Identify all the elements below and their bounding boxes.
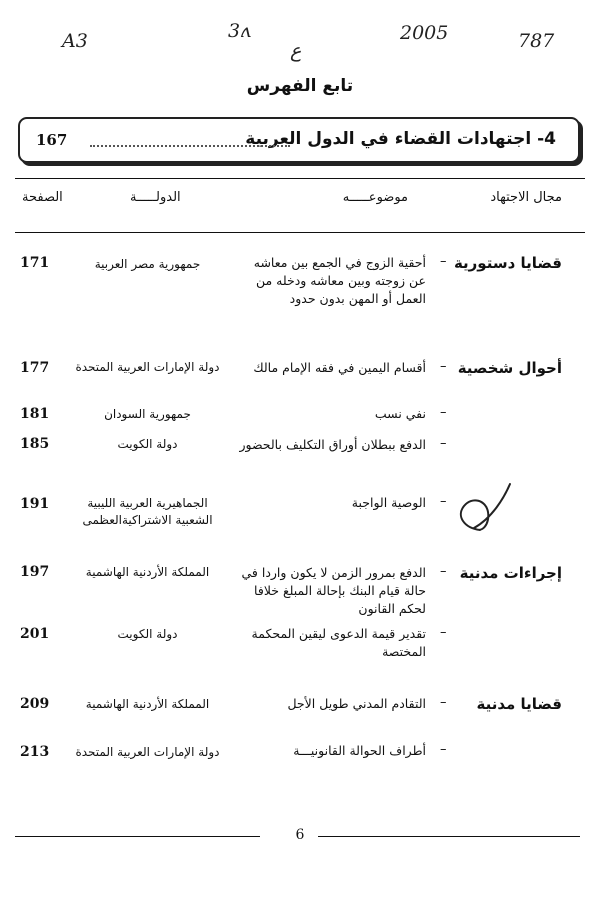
handwritten-note-a3: A3: [62, 30, 88, 52]
chapter-heading-box: [18, 117, 580, 163]
handwritten-note-31: 3ʌ: [228, 20, 251, 42]
entry-topic: الدفع ببطلان أوراق التكليف بالحضور: [239, 437, 426, 452]
entry-topic: تقدير قيمة الدعوى ليقين المحكمة المختصة: [251, 626, 426, 659]
entry-dash: –: [440, 254, 447, 269]
entry-topic: الوصية الواجبة: [351, 495, 426, 510]
entry-dash: –: [440, 359, 447, 374]
entry-country: جمهورية السودان: [104, 407, 191, 421]
handwritten-note-ain: ع: [290, 40, 302, 62]
entry-country: الجماهيرية العربية الليبية الشعبية الاشتراكيةالعظمى: [82, 496, 213, 527]
entry-country: المملكة الأردنية الهاشمية: [85, 697, 210, 711]
entry-page: 177: [20, 360, 50, 376]
handwritten-note-787: 787: [518, 30, 555, 52]
entry-dash: –: [440, 695, 447, 710]
entry-topic: أقسام اليمين في فقه الإمام مالك: [253, 360, 426, 375]
header-field: مجال الاجتهاد: [490, 190, 562, 205]
entry-dash: –: [440, 405, 447, 420]
entry-dash: –: [440, 564, 447, 579]
entry-page: 209: [20, 696, 50, 712]
entry-page: 201: [20, 626, 50, 642]
entry-country: دولة الإمارات العربية المتحدة: [75, 360, 220, 374]
category-constitutional: قضايا دستورية: [453, 254, 562, 272]
entry-country: دولة الكويت: [117, 437, 178, 451]
footer-page-number: 6: [295, 827, 305, 843]
chapter-page-number: 167: [36, 131, 68, 149]
entry-topic: نفي نسب: [374, 406, 426, 421]
entry-page: 171: [20, 255, 50, 271]
footer-rule-right: [318, 836, 580, 837]
entry-page: 181: [20, 406, 50, 422]
header-country: الدولـــــة: [130, 190, 181, 205]
entry-page: 185: [20, 436, 50, 452]
dotted-leader: [90, 145, 290, 147]
entry-country: دولة الإمارات العربية المتحدة: [75, 745, 220, 759]
handwritten-scribble: [452, 478, 522, 538]
header-topic: موضوعـــــه: [342, 190, 408, 205]
entry-dash: –: [440, 742, 447, 757]
entry-page: 213: [20, 744, 50, 760]
entry-country: جمهورية مصر العربية: [94, 257, 201, 271]
entry-page: 197: [20, 564, 50, 580]
entry-country: دولة الكويت: [117, 627, 178, 641]
entry-dash: –: [440, 494, 447, 509]
header-bottom-rule: [15, 232, 585, 233]
header-page: الصفحة: [22, 190, 63, 205]
category-civil-procedures: إجراءات مدنية: [459, 564, 562, 582]
entry-topic: أطراف الحوالة القانونيـــة: [293, 743, 426, 758]
entry-dash: –: [440, 625, 447, 640]
category-personal-status: أحوال شخصية: [457, 359, 562, 377]
entry-dash: –: [440, 436, 447, 451]
entry-country: المملكة الأردنية الهاشمية: [85, 565, 210, 579]
header-top-rule: [15, 178, 585, 179]
entry-topic: الدفع بمرور الزمن لا يكون واردا في حالة قيام البنك بإحالة المبلغ خلافا لحكم القانون: [241, 565, 426, 616]
entry-page: 191: [20, 496, 50, 512]
page-title: تابع الفهرس: [246, 76, 354, 96]
handwritten-note-year: 2005: [400, 22, 449, 44]
entry-topic: أحقية الزوج في الجمع بين معاشه عن زوجته وبين معاشه ودخله من العمل أو المهن بدون حدود: [253, 255, 426, 306]
chapter-title: 4- اجتهادات القضاء في الدول العربية: [245, 129, 556, 149]
entry-topic: التقادم المدني طويل الأجل: [287, 696, 426, 711]
category-civil-cases: قضايا مدنية: [476, 695, 562, 713]
